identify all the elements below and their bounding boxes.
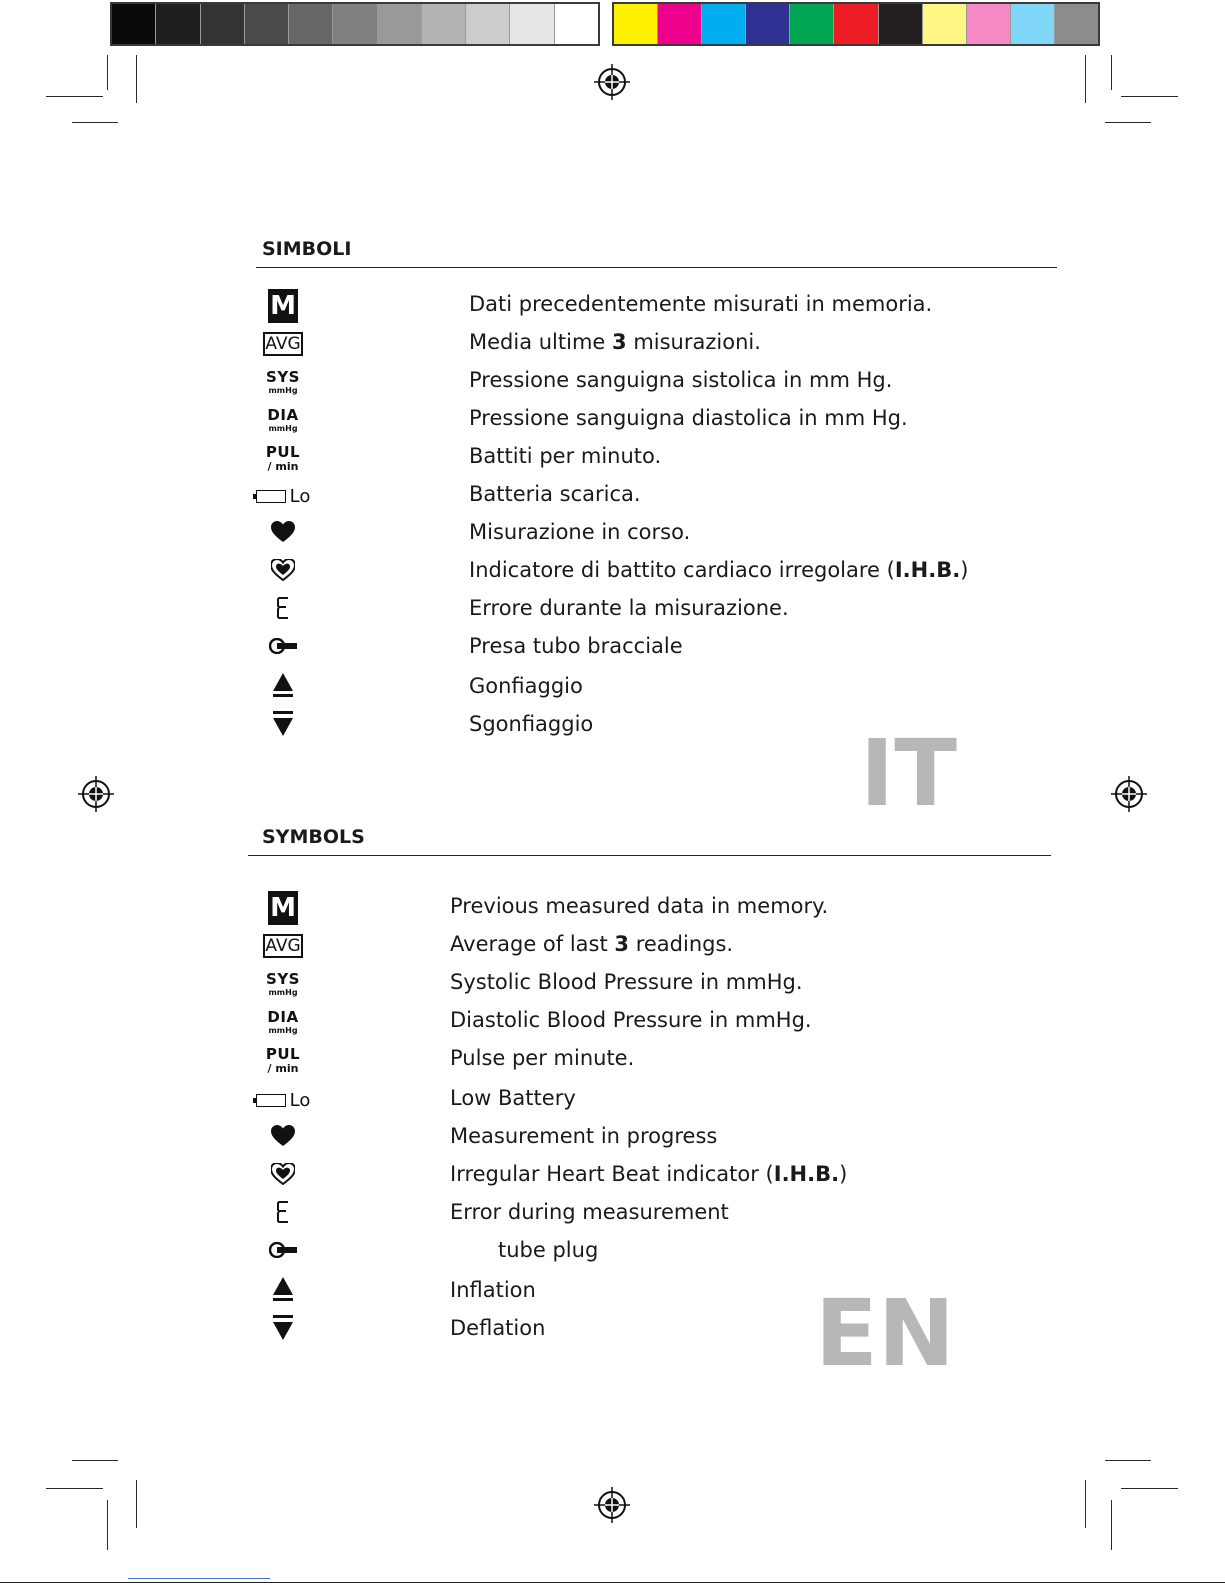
irregular-heart-icon <box>271 1163 295 1189</box>
symbol-description: Pressione sanguigna diastolica in mm Hg. <box>469 406 908 430</box>
pulse-icon: PUL / min <box>265 1044 301 1075</box>
color-swatch <box>614 4 658 44</box>
color-swatch <box>466 4 510 44</box>
symbol-description: Previous measured data in memory. <box>450 894 829 918</box>
heart-icon <box>271 521 295 547</box>
color-swatch <box>555 4 598 44</box>
cuff-plug-icon <box>269 638 297 658</box>
page-bottom-link-line <box>128 1578 270 1579</box>
symbol-row <box>0 1274 1225 1310</box>
color-swatch <box>112 4 156 44</box>
symbol-description: Pulse per minute. <box>450 1046 635 1070</box>
symbol-description: Dati precedentemente misurati in memoria. <box>469 292 933 316</box>
symbol-description: Batteria scarica. <box>469 482 641 506</box>
crop-mark <box>1085 55 1086 103</box>
error-icon <box>276 1200 290 1228</box>
error-icon <box>276 596 290 624</box>
symbol-description: Average of last 3 readings. <box>450 932 734 956</box>
symbol-description: Misurazione in corso. <box>469 520 691 544</box>
symbol-row <box>0 1234 1225 1270</box>
crop-mark <box>136 55 137 103</box>
color-swatch <box>923 4 967 44</box>
diastolic-icon: DIA mmHg <box>267 405 299 433</box>
language-mark-italian: IT <box>860 720 957 827</box>
color-swatch <box>1011 4 1055 44</box>
battery-icon: Lo <box>256 486 311 507</box>
color-swatch <box>702 4 746 44</box>
symbol-row <box>0 928 1225 964</box>
symbol-row <box>0 708 1225 744</box>
heart-icon <box>271 1125 295 1151</box>
average-icon: AVG <box>265 334 301 354</box>
symbol-description: Battiti per minuto. <box>469 444 662 468</box>
color-swatch <box>879 4 923 44</box>
registration-mark-icon <box>1111 776 1147 812</box>
symbol-description: Diastolic Blood Pressure in mmHg. <box>450 1008 812 1032</box>
crop-mark <box>46 96 103 97</box>
symbol-row <box>0 364 1225 400</box>
color-swatch <box>422 4 466 44</box>
color-swatch <box>201 4 245 44</box>
color-swatch <box>333 4 377 44</box>
registration-mark-icon <box>594 64 630 100</box>
section-title-english: SYMBOLS <box>262 826 365 848</box>
process-color-bar <box>612 2 1100 46</box>
color-swatch <box>510 4 554 44</box>
crop-mark <box>1111 1500 1112 1550</box>
crop-mark <box>136 1480 137 1528</box>
page-bottom-line <box>0 1582 1225 1583</box>
memory-icon: M <box>270 291 296 321</box>
crop-mark <box>72 1460 118 1461</box>
symbol-description: Error during measurement <box>450 1200 729 1224</box>
language-mark-english: EN <box>815 1280 955 1387</box>
symbol-description: Media ultime 3 misurazioni. <box>469 330 761 354</box>
color-swatch <box>967 4 1011 44</box>
symbol-description: Low Battery <box>450 1086 576 1110</box>
memory-icon: M <box>270 893 296 923</box>
crop-mark <box>1085 1480 1086 1528</box>
systolic-icon: SYS mmHg <box>266 367 300 395</box>
crop-mark <box>107 55 108 90</box>
symbol-row <box>0 516 1225 552</box>
registration-mark-icon <box>594 1487 630 1523</box>
color-swatch <box>746 4 790 44</box>
section-rule <box>256 267 1057 268</box>
diastolic-icon: DIA mmHg <box>267 1007 299 1035</box>
deflation-icon <box>272 711 294 741</box>
symbol-row <box>0 1158 1225 1194</box>
color-swatch <box>378 4 422 44</box>
symbol-row <box>0 288 1225 324</box>
symbol-row <box>0 670 1225 706</box>
section-rule <box>248 855 1051 856</box>
symbol-description: Indicatore di battito cardiaco irregolare (I.H.B.) <box>469 558 969 582</box>
cuff-plug-icon <box>269 1242 297 1262</box>
symbol-description: Sgonfiaggio <box>469 712 594 736</box>
symbol-row <box>0 966 1225 1002</box>
symbol-row <box>0 1042 1225 1078</box>
symbol-row <box>0 1196 1225 1232</box>
crop-mark <box>72 122 118 123</box>
symbol-row <box>0 1312 1225 1348</box>
symbol-description: Deflation <box>450 1316 546 1340</box>
symbol-row <box>0 440 1225 476</box>
symbol-description: Gonfiaggio <box>469 674 583 698</box>
symbol-row <box>0 890 1225 926</box>
crop-mark <box>1111 55 1112 90</box>
symbol-row <box>0 1082 1225 1118</box>
deflation-icon <box>272 1315 294 1345</box>
inflation-icon <box>272 1277 294 1307</box>
symbol-row <box>0 326 1225 362</box>
symbol-row <box>0 478 1225 514</box>
grayscale-color-bar <box>110 2 600 46</box>
crop-mark <box>107 1500 108 1550</box>
symbol-description: Measurement in progress <box>450 1124 718 1148</box>
color-swatch <box>834 4 878 44</box>
symbol-row <box>0 402 1225 438</box>
crop-mark <box>1105 122 1151 123</box>
color-swatch <box>156 4 200 44</box>
symbol-row <box>0 1120 1225 1156</box>
systolic-icon: SYS mmHg <box>266 969 300 997</box>
symbol-row <box>0 554 1225 590</box>
symbol-description: Pressione sanguigna sistolica in mm Hg. <box>469 368 893 392</box>
section-title-italian: SIMBOLI <box>262 238 352 260</box>
color-swatch <box>790 4 834 44</box>
color-swatch <box>289 4 333 44</box>
color-swatch <box>658 4 702 44</box>
symbol-row <box>0 1004 1225 1040</box>
symbol-description: Presa tubo bracciale <box>469 634 683 658</box>
symbol-description: Systolic Blood Pressure in mmHg. <box>450 970 803 994</box>
irregular-heart-icon <box>271 559 295 585</box>
symbol-row <box>0 592 1225 628</box>
symbol-description: Inflation <box>450 1278 536 1302</box>
crop-mark <box>1105 1460 1151 1461</box>
color-swatch <box>245 4 289 44</box>
pulse-icon: PUL / min <box>265 442 301 473</box>
symbol-row <box>0 630 1225 666</box>
battery-icon: Lo <box>256 1090 311 1111</box>
average-icon: AVG <box>265 936 301 956</box>
inflation-icon <box>272 673 294 703</box>
symbol-description: Errore durante la misurazione. <box>469 596 789 620</box>
symbol-description: Irregular Heart Beat indicator (I.H.B.) <box>450 1162 848 1186</box>
symbol-description: tube plug <box>498 1238 599 1262</box>
crop-mark <box>1121 1488 1178 1489</box>
crop-mark <box>46 1488 103 1489</box>
registration-mark-icon <box>78 776 114 812</box>
crop-mark <box>1121 96 1178 97</box>
color-swatch <box>1055 4 1098 44</box>
